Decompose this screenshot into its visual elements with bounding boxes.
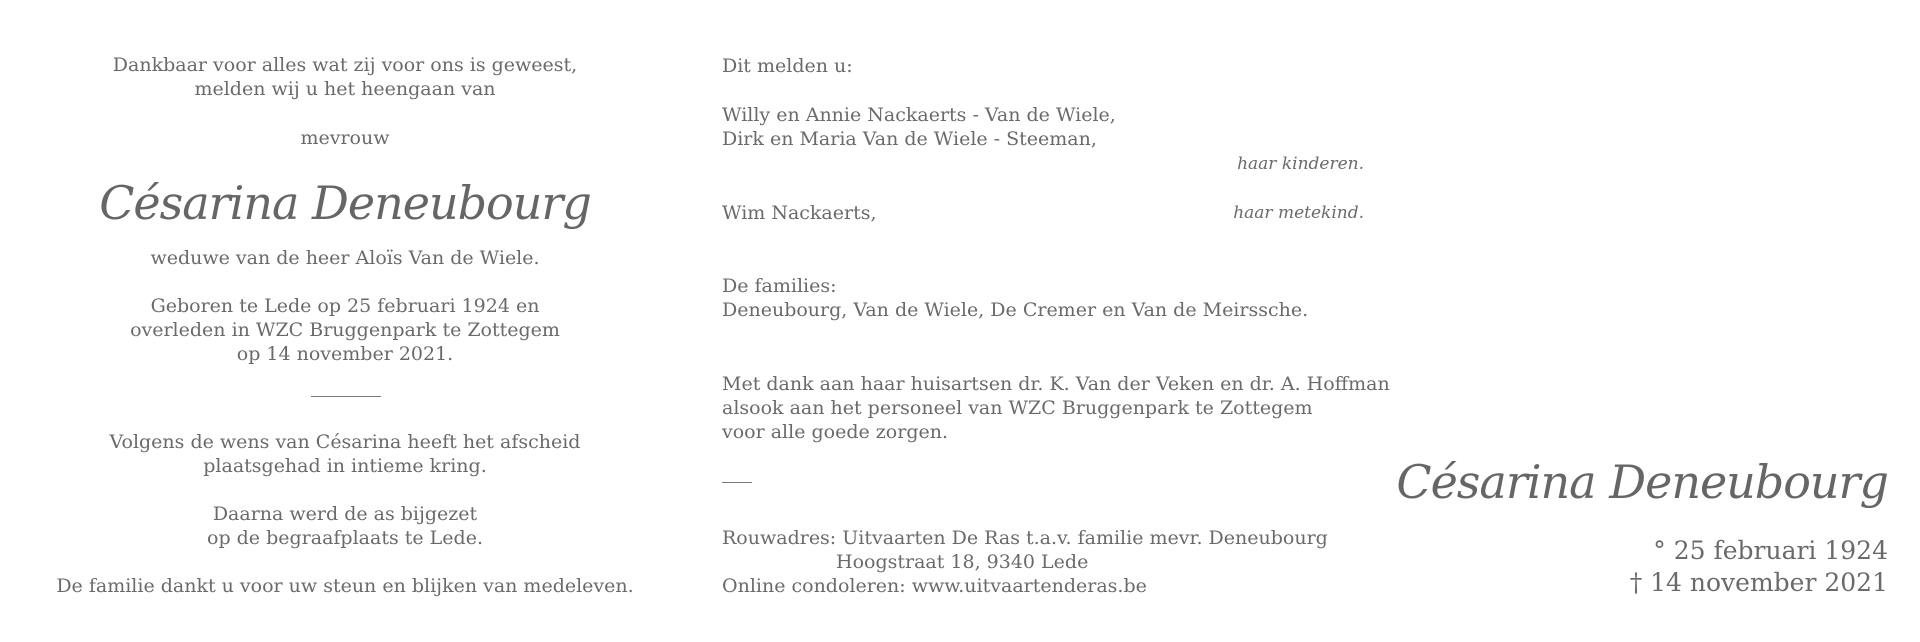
death-date: † 14 november 2021 xyxy=(1629,568,1888,597)
children-line-2: Dirk en Maria Van de Wiele - Steeman, xyxy=(722,128,1097,150)
wish-line-1: Volgens de wens van Césarina heeft het afscheid xyxy=(109,431,581,453)
born-line-3: op 14 november 2021. xyxy=(236,343,454,365)
deceased-name: Césarina Deneubourg xyxy=(99,176,591,230)
born-line-2: overleden in WZC Bruggenpark te Zottegem xyxy=(130,319,560,341)
born-line-1: Geboren te Lede op 25 februari 1924 en xyxy=(150,295,540,317)
divider-middle xyxy=(722,482,752,483)
address-line-2: Hoogstraat 18, 9340 Lede xyxy=(836,551,1089,573)
widow-line: weduwe van de heer Aloïs Van de Wiele. xyxy=(150,247,540,269)
gratitude-line-2: alsook aan het personeel van WZC Bruggenpark te Zottegem xyxy=(722,397,1313,419)
thanks-line: De familie dankt u voor uw steun en blijken van medeleven. xyxy=(56,575,634,597)
intro-line-2: melden wij u het heengaan van xyxy=(194,78,496,100)
birth-date: ° 25 februari 1924 xyxy=(1653,536,1888,565)
ashes-line-1: Daarna werd de as bijgezet xyxy=(212,503,478,525)
title-mevrouw: mevrouw xyxy=(300,127,390,149)
online-condolence-line: Online condoleren: www.uitvaartenderas.be xyxy=(722,575,1147,597)
families-label: De families: xyxy=(722,275,837,297)
ashes-line-2: op de begraafplaats te Lede. xyxy=(207,527,483,549)
grandchild-name: Wim Nackaerts, xyxy=(722,202,877,224)
divider-left xyxy=(311,396,381,397)
children-role: haar kinderen. xyxy=(1237,154,1364,174)
deceased-name-cover: Césarina Deneubourg xyxy=(1396,455,1888,509)
intro-line-1: Dankbaar voor alles wat zij voor ons is geweest, xyxy=(112,54,578,76)
families-names: Deneubourg, Van de Wiele, De Cremer en Van de Meirssche. xyxy=(722,299,1309,321)
grandchild-role: haar metekind. xyxy=(1233,203,1364,223)
children-line-1: Willy en Annie Nackaerts - Van de Wiele, xyxy=(722,104,1116,126)
address-line-1: Rouwadres: Uitvaarten De Ras t.a.v. familie mevr. Deneubourg xyxy=(722,527,1328,549)
gratitude-line-1: Met dank aan haar huisartsen dr. K. Van der Veken en dr. A. Hoffman xyxy=(722,373,1390,395)
announce-line: Dit melden u: xyxy=(722,55,853,77)
gratitude-line-3: voor alle goede zorgen. xyxy=(722,421,949,443)
wish-line-2: plaatsgehad in intieme kring. xyxy=(203,455,487,477)
